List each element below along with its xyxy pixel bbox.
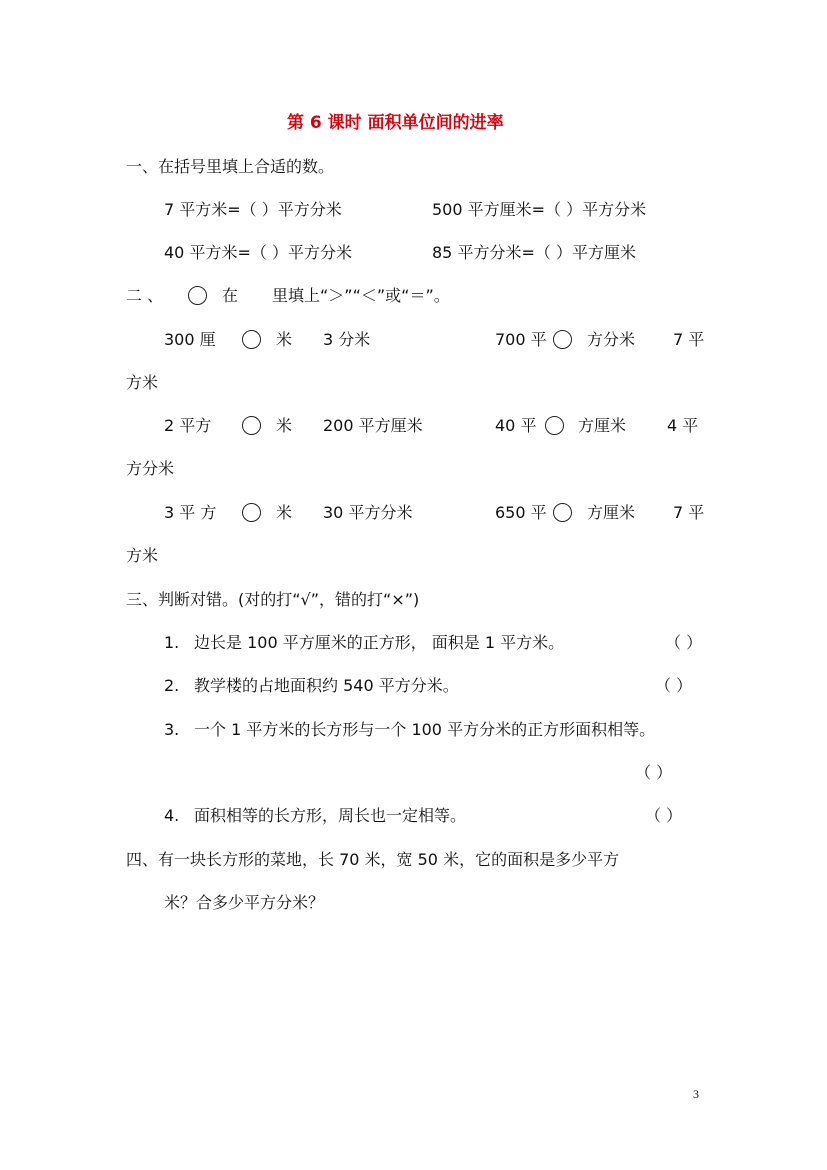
s2-row1-left-c: 3 分米 bbox=[323, 330, 371, 349]
circle-icon bbox=[188, 286, 207, 305]
page-title: 第 6 课时 面积单位间的进率 bbox=[287, 113, 504, 133]
s3-item3-text: 一个 1 平方米的长方形与一个 100 平方分米的正方形面积相等。 bbox=[194, 720, 656, 739]
compare-circle-2b[interactable] bbox=[545, 416, 564, 435]
s2-row2-wrap: 方分米 bbox=[126, 459, 175, 478]
s2-row3-left-b: 米 bbox=[276, 503, 293, 522]
s2-row3-right-c: 7 平 bbox=[673, 503, 705, 522]
s2-row1-left-a: 300 厘 bbox=[164, 330, 216, 349]
section3-heading: 三、判断对错。(对的打“√”，错的打“×”) bbox=[126, 590, 420, 609]
s2-row2-right-b: 方厘米 bbox=[578, 416, 627, 435]
s3-item1-num: 1. bbox=[164, 633, 180, 652]
s2-row2-right-c: 4 平 bbox=[667, 416, 699, 435]
s3-item2-num: 2. bbox=[164, 676, 180, 695]
s1-row2-left: 40 平方米=（ ）平方分米 bbox=[164, 243, 352, 262]
section4-line2: 米？合多少平方分米？ bbox=[164, 893, 325, 912]
s2-row2-left-c: 200 平方厘米 bbox=[323, 416, 423, 435]
s2-row2-left-a: 2 平方 bbox=[164, 416, 212, 435]
s1-row2-right: 85 平方分米=（ ）平方厘米 bbox=[432, 243, 636, 262]
s3-item1-text: 边长是 100 平方厘米的正方形， 面积是 1 平方米。 bbox=[194, 633, 565, 652]
s3-item3-num: 3. bbox=[164, 720, 180, 739]
compare-circle-2a[interactable] bbox=[242, 416, 261, 435]
s3-item2-text: 教学楼的占地面积约 540 平方分米。 bbox=[194, 676, 459, 695]
s2-row1-right-b: 方分米 bbox=[587, 330, 636, 349]
s2-row3-left-c: 30 平方分米 bbox=[323, 503, 413, 522]
compare-circle-1a[interactable] bbox=[242, 330, 261, 349]
s3-item4-answer[interactable]: （ ） bbox=[645, 806, 683, 825]
section2-heading-in: 在 bbox=[222, 286, 239, 305]
s2-row1-left-b: 米 bbox=[276, 330, 293, 349]
section1-heading: 一、在括号里填上合适的数。 bbox=[126, 157, 335, 176]
s1-row1-left: 7 平方米=（ ）平方分米 bbox=[164, 200, 342, 219]
s2-row3-left-a: 3 平 方 bbox=[164, 503, 217, 522]
s1-row1-right: 500 平方厘米=（ ）平方分米 bbox=[432, 200, 647, 219]
s2-row1-right-a: 700 平 bbox=[495, 330, 547, 349]
s2-row1-right-c: 7 平 bbox=[673, 330, 705, 349]
compare-circle-3a[interactable] bbox=[242, 503, 261, 522]
section2-heading-rest: 里填上“＞”“＜”或“＝”。 bbox=[272, 286, 450, 305]
s3-item4-text: 面积相等的长方形，周长也一定相等。 bbox=[194, 806, 467, 825]
s3-item2-answer[interactable]: （ ） bbox=[655, 676, 693, 695]
s3-item1-answer[interactable]: （ ） bbox=[665, 633, 703, 652]
section4-line1: 四、有一块长方形的菜地，长 70 米，宽 50 米，它的面积是多少平方 bbox=[126, 850, 620, 869]
compare-circle-1b[interactable] bbox=[553, 330, 572, 349]
page-number: 3 bbox=[693, 1087, 699, 1101]
s2-row3-right-b: 方厘米 bbox=[587, 503, 636, 522]
s3-item4-num: 4. bbox=[164, 806, 180, 825]
s2-row1-wrap: 方米 bbox=[126, 373, 159, 392]
section2-heading-number: 二 、 bbox=[126, 286, 164, 305]
s2-row2-left-b: 米 bbox=[276, 416, 293, 435]
compare-circle-3b[interactable] bbox=[553, 503, 572, 522]
s3-item3-answer[interactable]: （ ） bbox=[635, 763, 673, 782]
s2-row3-wrap: 方米 bbox=[126, 546, 159, 565]
s2-row3-right-a: 650 平 bbox=[495, 503, 547, 522]
s2-row2-right-a: 40 平 bbox=[495, 416, 537, 435]
